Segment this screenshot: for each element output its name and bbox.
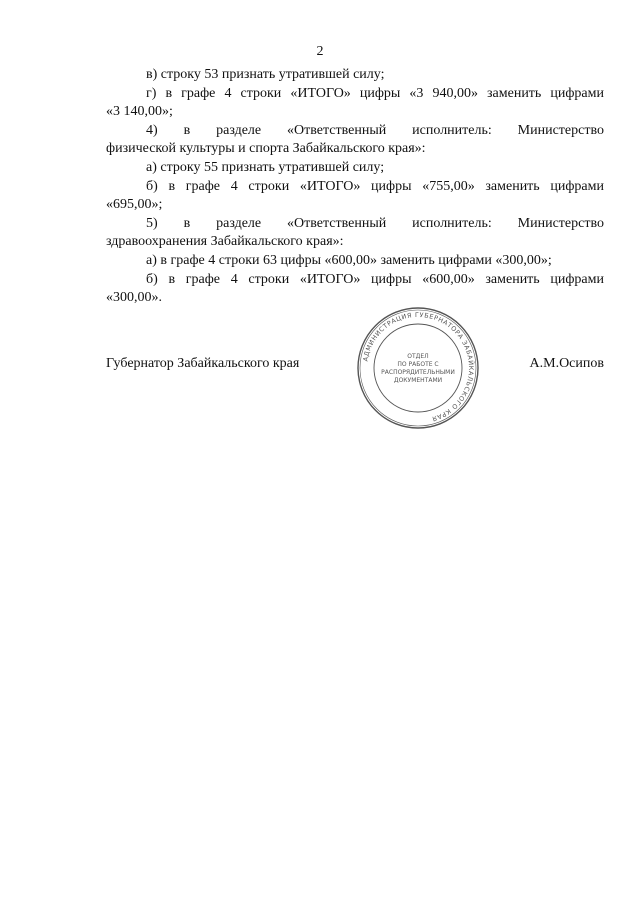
paragraph-b-755-line2: «695,00»; [106, 197, 163, 213]
stamp-inner-line-3: РАСПОРЯДИТЕЛЬНЫМИ [381, 369, 455, 376]
stamp-inner-line-4: ДОКУМЕНТАМИ [393, 377, 443, 384]
paragraph-g-itogo-line1: г) в графе 4 строки «ИТОГО» цифры «3 940,00» заменить цифрами [146, 85, 604, 101]
item-4-heading-line1: 4) в разделе «Ответственный исполнитель: Министерство [146, 122, 604, 138]
item-4-heading-line2: физической культуры и спорта Забайкальского края»: [106, 141, 426, 157]
paragraph-b-755-line1: б) в графе 4 строки «ИТОГО» цифры «755,00» заменить цифрами [146, 178, 604, 194]
signature-name: А.М.Осипов [529, 356, 604, 371]
item-5-heading-line2: здравоохранения Забайкальского края»: [106, 234, 344, 250]
item-5-heading-line1: 5) в разделе «Ответственный исполнитель: Министерство [146, 215, 604, 231]
paragraph-b-600-line2: «300,00». [106, 290, 162, 306]
official-stamp-icon [356, 306, 480, 430]
paragraph-a-line-55: а) строку 55 признать утратившей силу; [146, 159, 385, 175]
stamp-outer-text: АДМИНИСТРАЦИЯ ГУБЕРНАТОРА ЗАБАЙКАЛЬСКОГО КРАЯ [361, 310, 476, 424]
paragraph-g-itogo-line2: «3 140,00»; [106, 104, 173, 120]
page-number: 2 [316, 44, 324, 59]
paragraph-b-600-line1: б) в графе 4 строки «ИТОГО» цифры «600,00» заменить цифрами [146, 271, 604, 287]
stamp-inner-line-2: ПО РАБОТЕ С [397, 361, 439, 368]
stamp-inner-line-1: ОТДЕЛ [407, 353, 429, 360]
paragraph-v-line-53: в) строку 53 признать утратившей силу; [146, 67, 385, 82]
paragraph-a-line-63: а) в графе 4 строки 63 цифры «600,00» заменить цифрами «300,00»; [146, 252, 552, 268]
document-body [106, 66, 604, 308]
signature-title: Губернатор Забайкальского края [106, 356, 300, 371]
